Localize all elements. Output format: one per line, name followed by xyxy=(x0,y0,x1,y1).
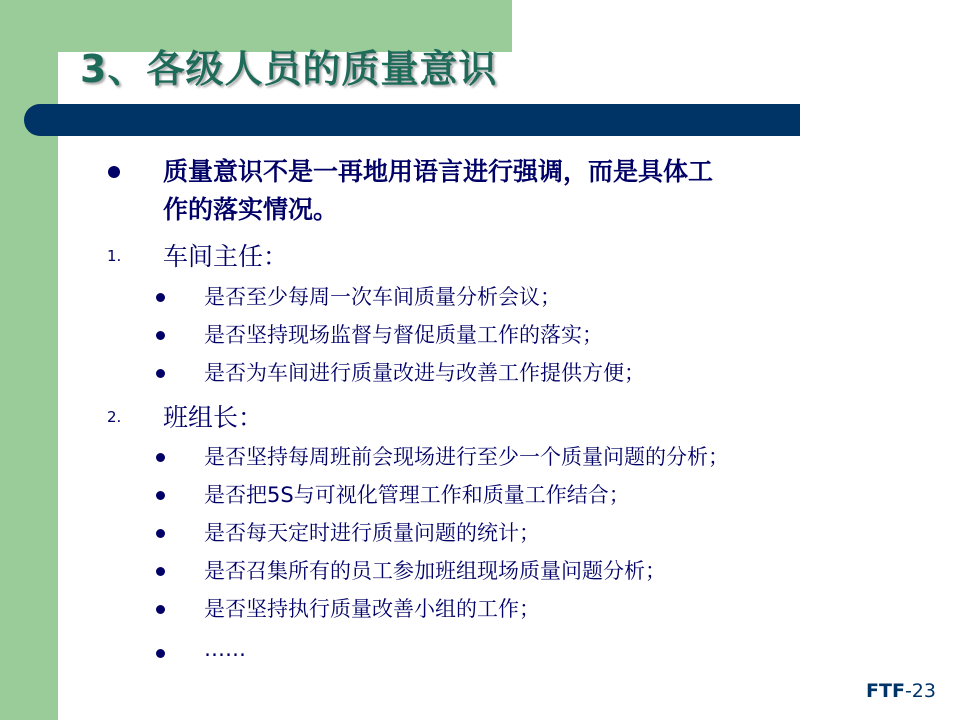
bullet-icon xyxy=(156,649,165,658)
slide-title: 3、各级人员的质量意识 xyxy=(80,47,498,91)
section-number: 2. xyxy=(107,408,122,426)
list-item xyxy=(0,555,960,585)
bullet-icon xyxy=(156,605,165,614)
list-item xyxy=(0,637,960,667)
bullet-icon xyxy=(156,331,165,340)
bullet-icon xyxy=(108,166,120,178)
section-heading-text: 车间主任： xyxy=(163,242,289,271)
list-item-text: 是否为车间进行质量改进与改善工作提供方便； xyxy=(204,361,645,385)
footer-page-number: -23 xyxy=(904,680,936,702)
list-item xyxy=(0,593,960,623)
list-item-text: 是否坚持执行质量改善小组的工作； xyxy=(204,597,540,621)
list-item-text: 是否把5S与可视化管理工作和质量工作结合； xyxy=(204,483,630,507)
footer-brand: FTF xyxy=(866,680,905,702)
list-item-text: 是否至少每周一次车间质量分析会议； xyxy=(204,285,561,309)
section-heading-text: 班组长： xyxy=(163,403,264,432)
bullet-icon xyxy=(156,369,165,378)
section-number: 1. xyxy=(107,247,122,265)
list-item xyxy=(0,517,960,547)
slide-footer xyxy=(866,680,936,702)
list-item xyxy=(0,319,960,349)
list-item-text: 是否坚持现场监督与督促质量工作的落实； xyxy=(204,323,603,347)
section-heading-1 xyxy=(0,237,960,271)
list-item xyxy=(0,441,960,471)
list-item xyxy=(0,281,960,311)
bullet-icon xyxy=(156,567,165,576)
bullet-icon xyxy=(156,453,165,462)
list-item xyxy=(0,479,960,509)
intro-line-2: 作的落实情况。 xyxy=(163,195,339,224)
list-item-text: 是否每天定时进行质量问题的统计； xyxy=(204,521,540,545)
intro-line-1: 质量意识不是一再地用语言进行强调，而是具体工 xyxy=(163,157,714,186)
bullet-icon xyxy=(156,491,165,500)
list-item-text: …… xyxy=(204,637,246,661)
list-item-text: 是否坚持每周班前会现场进行至少一个质量问题的分析； xyxy=(204,445,729,469)
list-item xyxy=(0,357,960,387)
bullet-icon xyxy=(156,529,165,538)
bullet-icon xyxy=(156,293,165,302)
intro-item xyxy=(0,152,960,186)
intro-item-cont xyxy=(0,190,960,224)
list-item-text: 是否召集所有的员工参加班组现场质量问题分析； xyxy=(204,559,666,583)
section-heading-2 xyxy=(0,398,960,432)
